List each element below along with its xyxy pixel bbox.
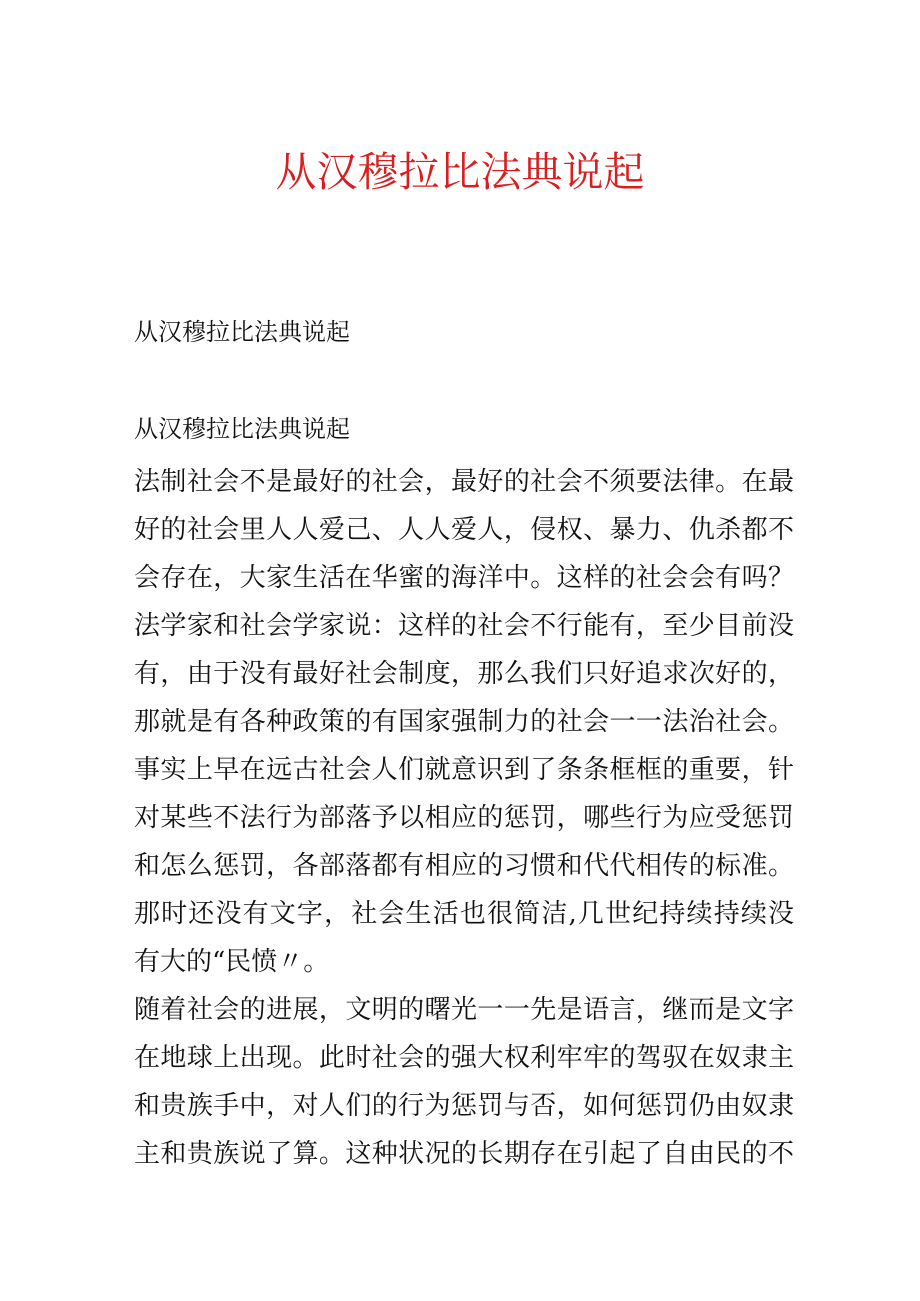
body-line: 法制社会不是最好的社会，最好的社会不须要法律。在最 (134, 467, 794, 497)
document-subtitle: 从汉穆拉比法典说起 (134, 318, 350, 346)
body-line: 对某些不法行为部落予以相应的惩罚，哪些行为应受惩罚 (134, 803, 794, 833)
body-line: 那就是有各种政策的有国家强制力的社会一一法治社会。 (134, 707, 794, 737)
body-line: 在地球上出现。此时社会的强大权利牢牢的驾驭在奴隶主 (134, 1043, 794, 1073)
body-line: 那时还没有文字，社会生活也很简洁,几世纪持续持续没 (134, 899, 794, 929)
body-line: 有，由于没有最好社会制度，那么我们只好追求次好的， (134, 659, 794, 689)
document-title: 从汉穆拉比法典说起 (275, 148, 645, 196)
body-line: 会存在，大家生活在华蜜的海洋中。这样的社会会有吗？ (134, 563, 794, 593)
body-line: 和怎么惩罚，各部落都有相应的习惯和代代相传的标准。 (134, 851, 794, 881)
article-heading: 从汉穆拉比法典说起 (134, 415, 350, 443)
body-line: 主和贵族说了算。这种状况的长期存在引起了自由民的不 (134, 1139, 794, 1169)
body-line: 法学家和社会学家说：这样的社会不行能有，至少目前没 (134, 611, 794, 641)
body-line: 和贵族手中，对人们的行为惩罚与否，如何惩罚仍由奴隶 (134, 1091, 794, 1121)
body-text (134, 458, 794, 1178)
body-line: 有大的“民愤〃。 (134, 947, 330, 977)
body-line: 好的社会里人人爱己、人人爱人，侵权、暴力、仇杀都不 (134, 515, 794, 545)
body-line: 事实上早在远古社会人们就意识到了条条框框的重要，针 (134, 755, 794, 785)
body-line: 随着社会的进展，文明的曙光一一先是语言，继而是文字 (134, 995, 794, 1025)
